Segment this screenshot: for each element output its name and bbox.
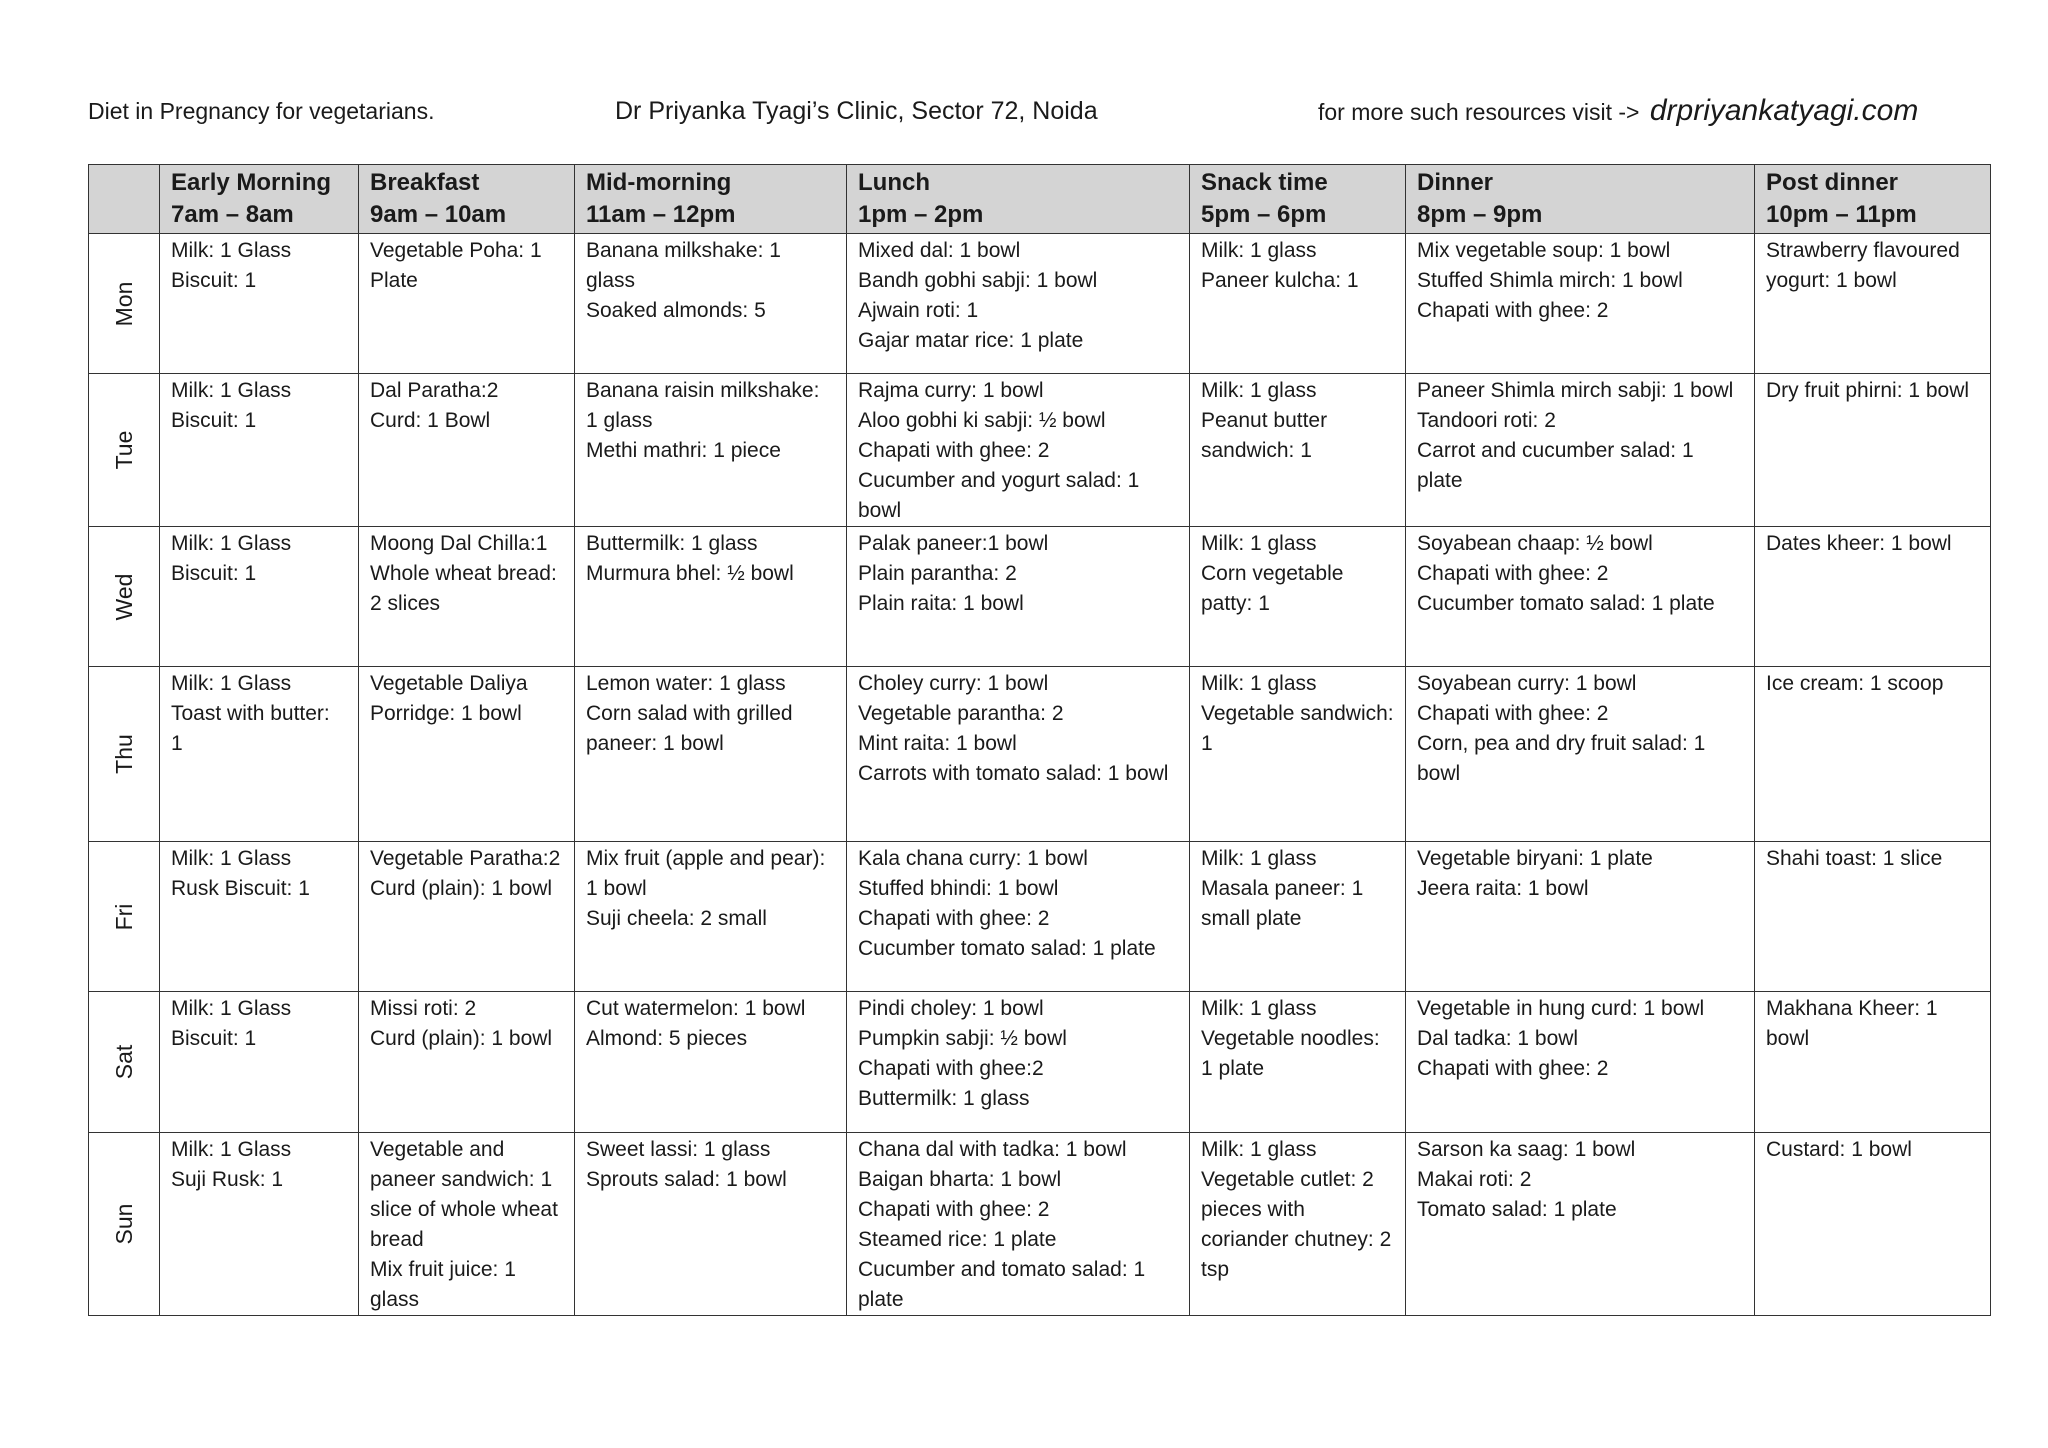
meal-cell bbox=[1406, 374, 1755, 527]
meal-item: Kala chana curry: 1 bowl bbox=[858, 847, 1088, 870]
meal-item: Makai roti: 2 bbox=[1417, 1168, 1532, 1191]
meal-cell bbox=[1190, 1133, 1406, 1316]
meal-item: Aloo gobhi ki sabji: ½ bowl bbox=[858, 409, 1106, 432]
meal-cell bbox=[1406, 667, 1755, 842]
table-row bbox=[89, 234, 1991, 374]
header-cell bbox=[1406, 165, 1755, 234]
meal-cell bbox=[160, 842, 359, 992]
meal-cell bbox=[160, 667, 359, 842]
meal-time: 9am – 10am bbox=[370, 201, 507, 228]
table-row bbox=[89, 527, 1991, 667]
meal-item: Toast with butter: 1 bbox=[171, 702, 330, 755]
meal-cell bbox=[160, 1133, 359, 1316]
meal-item: Pindi choley: 1 bowl bbox=[858, 997, 1044, 1020]
meal-item: Mixed dal: 1 bowl bbox=[858, 239, 1021, 262]
meal-cell bbox=[1755, 234, 1991, 374]
meal-cell bbox=[575, 527, 847, 667]
meal-cell bbox=[847, 374, 1190, 527]
meal-item: Mint raita: 1 bowl bbox=[858, 732, 1017, 755]
meal-cell bbox=[160, 234, 359, 374]
day-cell bbox=[89, 992, 160, 1133]
meal-item: Dry fruit phirni: 1 bowl bbox=[1766, 379, 1970, 402]
meal-item: Sprouts salad: 1 bowl bbox=[586, 1168, 787, 1191]
meal-cell bbox=[1406, 992, 1755, 1133]
meal-name: Lunch bbox=[858, 169, 930, 196]
meal-cell bbox=[1406, 527, 1755, 667]
day-label: Thu bbox=[111, 734, 137, 774]
meal-item: Plain parantha: 2 bbox=[858, 562, 1017, 585]
day-cell bbox=[89, 374, 160, 527]
meal-item: Suji cheela: 2 small bbox=[586, 907, 767, 930]
meal-item: Milk: 1 Glass bbox=[171, 1138, 292, 1161]
meal-item: Almond: 5 pieces bbox=[586, 1027, 748, 1050]
meal-item: Curd (plain): 1 bowl bbox=[370, 877, 553, 900]
meal-item: Milk: 1 glass bbox=[1201, 532, 1317, 555]
header-cell bbox=[1755, 165, 1991, 234]
meal-cell bbox=[575, 842, 847, 992]
meal-item: Methi mathri: 1 piece bbox=[586, 439, 781, 462]
meal-item: Buttermilk: 1 glass bbox=[586, 532, 758, 555]
header-day-cell bbox=[89, 165, 160, 234]
meal-item: Chana dal with tadka: 1 bowl bbox=[858, 1138, 1127, 1161]
meal-item: Ajwain roti: 1 bbox=[858, 299, 979, 322]
meal-item: Bandh gobhi sabji: 1 bowl bbox=[858, 269, 1098, 292]
day-cell bbox=[89, 1133, 160, 1316]
meal-item: Chapati with ghee: 2 bbox=[858, 907, 1050, 930]
meal-cell bbox=[575, 234, 847, 374]
meal-cell bbox=[847, 992, 1190, 1133]
meal-item: Vegetable in hung curd: 1 bowl bbox=[1417, 997, 1705, 1020]
meal-item: Curd (plain): 1 bowl bbox=[370, 1027, 553, 1050]
meal-item: Vegetable and paneer sandwich: 1 slice of whole wheat bread bbox=[370, 1138, 558, 1251]
meal-cell bbox=[1190, 992, 1406, 1133]
meal-cell bbox=[847, 842, 1190, 992]
meal-cell bbox=[1190, 842, 1406, 992]
meal-item: Mix fruit (apple and pear): 1 bowl bbox=[586, 847, 826, 900]
meal-cell bbox=[847, 1133, 1190, 1316]
meal-cell bbox=[359, 667, 575, 842]
resources-note bbox=[1318, 96, 1918, 127]
meal-item: Corn salad with grilled paneer: 1 bowl bbox=[586, 702, 793, 755]
meal-item: Milk: 1 Glass bbox=[171, 672, 292, 695]
meal-cell bbox=[575, 374, 847, 527]
meal-item: Suji Rusk: 1 bbox=[171, 1168, 284, 1191]
meal-item: Stuffed bhindi: 1 bowl bbox=[858, 877, 1059, 900]
header-cell bbox=[1190, 165, 1406, 234]
header-row bbox=[89, 165, 1991, 234]
meal-cell bbox=[1406, 234, 1755, 374]
meal-item: Strawberry flavoured yogurt: 1 bowl bbox=[1766, 239, 1960, 292]
table-row bbox=[89, 374, 1991, 527]
meal-item: Peanut butter sandwich: 1 bbox=[1201, 409, 1328, 462]
meal-item: Milk: 1 glass bbox=[1201, 672, 1317, 695]
meal-item: Chapati with ghee: 2 bbox=[858, 1198, 1050, 1221]
meal-cell bbox=[847, 234, 1190, 374]
day-label: Mon bbox=[111, 281, 137, 326]
meal-item: Cucumber tomato salad: 1 plate bbox=[858, 937, 1156, 960]
meal-item: Carrot and cucumber salad: 1 plate bbox=[1417, 439, 1694, 492]
meal-item: Plain raita: 1 bowl bbox=[858, 592, 1024, 615]
meal-item: Vegetable Paratha:2 bbox=[370, 847, 561, 870]
day-label: Sun bbox=[111, 1203, 137, 1245]
meal-cell bbox=[1755, 527, 1991, 667]
meal-item: Chapati with ghee: 2 bbox=[1417, 299, 1609, 322]
meal-time: 1pm – 2pm bbox=[858, 201, 984, 228]
meal-item: Custard: 1 bowl bbox=[1766, 1138, 1912, 1161]
day-cell bbox=[89, 667, 160, 842]
meal-cell bbox=[1755, 992, 1991, 1133]
meal-item: Milk: 1 glass bbox=[1201, 239, 1317, 262]
day-cell bbox=[89, 842, 160, 992]
meal-item: Cucumber and yogurt salad: 1 bowl bbox=[858, 469, 1140, 522]
meal-item: Choley curry: 1 bowl bbox=[858, 672, 1049, 695]
table-row bbox=[89, 842, 1991, 992]
meal-cell bbox=[575, 992, 847, 1133]
meal-name: Snack time bbox=[1201, 169, 1328, 196]
meal-item: Chapati with ghee: 2 bbox=[1417, 562, 1609, 585]
meal-item: Buttermilk: 1 glass bbox=[858, 1087, 1030, 1110]
meal-item: Sarson ka saag: 1 bowl bbox=[1417, 1138, 1636, 1161]
meal-time: 10pm – 11pm bbox=[1766, 201, 1917, 228]
meal-cell bbox=[359, 992, 575, 1133]
meal-item: Lemon water: 1 glass bbox=[586, 672, 786, 695]
meal-cell bbox=[1190, 234, 1406, 374]
meal-item: Vegetable parantha: 2 bbox=[858, 702, 1064, 725]
meal-item: Vegetable sandwich: 1 bbox=[1201, 702, 1394, 755]
website-link[interactable]: drpriyankatyagi.com bbox=[1649, 94, 1919, 127]
meal-cell bbox=[1406, 1133, 1755, 1316]
meal-item: Vegetable Poha: 1 Plate bbox=[370, 239, 542, 292]
header-cell bbox=[359, 165, 575, 234]
meal-cell bbox=[160, 374, 359, 527]
meal-cell bbox=[359, 234, 575, 374]
meal-item: Steamed rice: 1 plate bbox=[858, 1228, 1057, 1251]
meal-item: Cut watermelon: 1 bowl bbox=[586, 997, 806, 1020]
meal-item: Carrots with tomato salad: 1 bowl bbox=[858, 762, 1169, 785]
meal-item: Milk: 1 glass bbox=[1201, 379, 1317, 402]
meal-item: Biscuit: 1 bbox=[171, 409, 257, 432]
day-label: Fri bbox=[111, 903, 137, 930]
diet-plan-table bbox=[88, 164, 1991, 1316]
meal-cell bbox=[847, 667, 1190, 842]
meal-cell bbox=[1190, 527, 1406, 667]
meal-item: Paneer kulcha: 1 bbox=[1201, 269, 1359, 292]
meal-item: Vegetable noodles: 1 plate bbox=[1201, 1027, 1380, 1080]
meal-item: Chapati with ghee: 2 bbox=[858, 439, 1050, 462]
meal-item: Dal Paratha:2 bbox=[370, 379, 499, 402]
meal-time: 11am – 12pm bbox=[586, 201, 736, 228]
meal-item: Tomato salad: 1 plate bbox=[1417, 1198, 1617, 1221]
meal-item: Rusk Biscuit: 1 bbox=[171, 877, 310, 900]
day-label: Sat bbox=[111, 1044, 137, 1080]
day-cell bbox=[89, 527, 160, 667]
meal-item: Vegetable cutlet: 2 pieces with coriander chutney: 2 tsp bbox=[1201, 1168, 1392, 1281]
meal-item: Milk: 1 glass bbox=[1201, 1138, 1317, 1161]
header-cell bbox=[160, 165, 359, 234]
meal-time: 8pm – 9pm bbox=[1417, 201, 1543, 228]
meal-cell bbox=[160, 527, 359, 667]
day-cell bbox=[89, 234, 160, 374]
meal-item: Banana milkshake: 1 glass bbox=[586, 239, 781, 292]
meal-item: Milk: 1 Glass bbox=[171, 379, 292, 402]
day-label: Wed bbox=[111, 573, 137, 620]
meal-time: 7am – 8am bbox=[171, 201, 294, 228]
meal-item: Shahi toast: 1 slice bbox=[1766, 847, 1943, 870]
header-cell bbox=[575, 165, 847, 234]
resources-prefix: for more such resources visit -> bbox=[1318, 99, 1640, 125]
meal-cell bbox=[1755, 667, 1991, 842]
meal-item: Biscuit: 1 bbox=[171, 1027, 257, 1050]
meal-item: Milk: 1 glass bbox=[1201, 847, 1317, 870]
meal-item: Missi roti: 2 bbox=[370, 997, 477, 1020]
meal-item: Curd: 1 Bowl bbox=[370, 409, 491, 432]
meal-item: Biscuit: 1 bbox=[171, 562, 257, 585]
meal-item: Pumpkin sabji: ½ bowl bbox=[858, 1027, 1067, 1050]
meal-item: Rajma curry: 1 bowl bbox=[858, 379, 1044, 402]
meal-item: Vegetable Daliya Porridge: 1 bowl bbox=[370, 672, 528, 725]
meal-cell bbox=[359, 374, 575, 527]
header-cell bbox=[847, 165, 1190, 234]
table-row bbox=[89, 992, 1991, 1133]
table-row bbox=[89, 667, 1991, 842]
meal-item: Cucumber tomato salad: 1 plate bbox=[1417, 592, 1715, 615]
meal-cell bbox=[575, 1133, 847, 1316]
meal-item: Makhana Kheer: 1 bowl bbox=[1766, 997, 1938, 1050]
meal-item: Masala paneer: 1 small plate bbox=[1201, 877, 1364, 930]
meal-name: Post dinner bbox=[1766, 169, 1899, 196]
meal-item: Corn, pea and dry fruit salad: 1 bowl bbox=[1417, 732, 1706, 785]
meal-name: Breakfast bbox=[370, 169, 480, 196]
meal-item: Stuffed Shimla mirch: 1 bowl bbox=[1417, 269, 1683, 292]
meal-item: Milk: 1 Glass bbox=[171, 532, 292, 555]
meal-item: Jeera raita: 1 bowl bbox=[1417, 877, 1589, 900]
meal-item: Moong Dal Chilla:1 bbox=[370, 532, 548, 555]
meal-item: Paneer Shimla mirch sabji: 1 bowl bbox=[1417, 379, 1734, 402]
meal-cell bbox=[1190, 374, 1406, 527]
meal-cell bbox=[359, 527, 575, 667]
meal-item: Chapati with ghee: 2 bbox=[1417, 702, 1609, 725]
meal-item: Cucumber and tomato salad: 1 plate bbox=[858, 1258, 1146, 1311]
document-title: Diet in Pregnancy for vegetarians. bbox=[88, 98, 435, 124]
meal-item: Banana raisin milkshake: 1 glass bbox=[586, 379, 820, 432]
meal-cell bbox=[160, 992, 359, 1133]
day-label: Tue bbox=[111, 430, 137, 470]
table-row bbox=[89, 1133, 1991, 1316]
meal-cell bbox=[1406, 842, 1755, 992]
meal-item: Milk: 1 Glass bbox=[171, 239, 292, 262]
meal-item: Milk: 1 Glass bbox=[171, 847, 292, 870]
clinic-name: Dr Priyanka Tyagi’s Clinic, Sector 72, Noida bbox=[615, 97, 1098, 125]
meal-item: Dal tadka: 1 bowl bbox=[1417, 1027, 1579, 1050]
meal-item: Soyabean curry: 1 bowl bbox=[1417, 672, 1637, 695]
meal-item: Sweet lassi: 1 glass bbox=[586, 1138, 771, 1161]
meal-item: Biscuit: 1 bbox=[171, 269, 257, 292]
meal-name: Early Morning bbox=[171, 169, 332, 196]
meal-item: Palak paneer:1 bowl bbox=[858, 532, 1049, 555]
meal-name: Dinner bbox=[1417, 169, 1494, 196]
meal-cell bbox=[1755, 1133, 1991, 1316]
meal-item: Ice cream: 1 scoop bbox=[1766, 672, 1944, 695]
meal-item: Chapati with ghee: 2 bbox=[1417, 1057, 1609, 1080]
meal-cell bbox=[1190, 667, 1406, 842]
meal-item: Milk: 1 Glass bbox=[171, 997, 292, 1020]
meal-item: Murmura bhel: ½ bowl bbox=[586, 562, 794, 585]
meal-item: Gajar matar rice: 1 plate bbox=[858, 329, 1084, 352]
meal-item: Mix vegetable soup: 1 bowl bbox=[1417, 239, 1671, 262]
meal-cell bbox=[1755, 374, 1991, 527]
meal-cell bbox=[575, 667, 847, 842]
meal-item: Baigan bharta: 1 bowl bbox=[858, 1168, 1062, 1191]
meal-item: Soyabean chaap: ½ bowl bbox=[1417, 532, 1653, 555]
meal-item: Soaked almonds: 5 bbox=[586, 299, 766, 322]
meal-name: Mid-morning bbox=[586, 169, 732, 196]
meal-item: Corn vegetable patty: 1 bbox=[1201, 562, 1344, 615]
meal-cell bbox=[847, 527, 1190, 667]
meal-item: Vegetable biryani: 1 plate bbox=[1417, 847, 1653, 870]
meal-item: Tandoori roti: 2 bbox=[1417, 409, 1556, 432]
meal-item: Dates kheer: 1 bowl bbox=[1766, 532, 1952, 555]
meal-time: 5pm – 6pm bbox=[1201, 201, 1327, 228]
table-body bbox=[89, 234, 1991, 1316]
meal-item: Milk: 1 glass bbox=[1201, 997, 1317, 1020]
meal-cell bbox=[359, 842, 575, 992]
meal-item: Chapati with ghee:2 bbox=[858, 1057, 1044, 1080]
meal-cell bbox=[359, 1133, 575, 1316]
meal-item: Whole wheat bread: 2 slices bbox=[370, 562, 557, 615]
meal-cell bbox=[1755, 842, 1991, 992]
meal-item: Mix fruit juice: 1 glass bbox=[370, 1258, 516, 1311]
